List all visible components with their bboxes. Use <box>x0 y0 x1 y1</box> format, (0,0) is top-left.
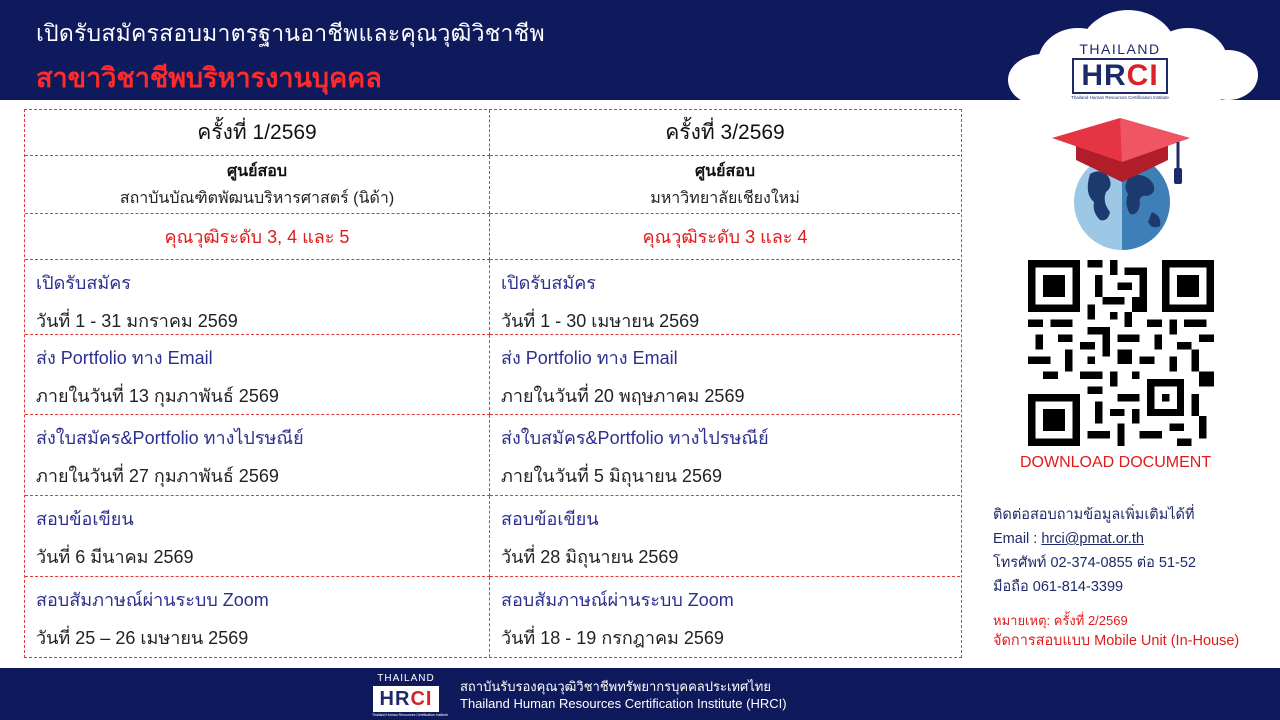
round-title: ครั้งที่ 1/2569 <box>197 121 317 144</box>
footer-logo-word: THAILAND <box>377 673 435 684</box>
step-title: สอบสัมภาษณ์ผ่านระบบ Zoom <box>36 590 269 610</box>
round-title: ครั้งที่ 3/2569 <box>665 121 785 144</box>
exam-center-cell <box>25 156 490 214</box>
step-date: วันที่ 1 - 31 มกราคม 2569 <box>36 311 238 331</box>
footer-logo-mark <box>373 686 439 712</box>
round-title-cell <box>490 110 960 156</box>
step-title: ส่งใบสมัคร&Portfolio ทางไปรษณีย์ <box>501 428 769 448</box>
schedule-step <box>25 415 490 496</box>
contact-email-row <box>993 527 1196 551</box>
step-date: ภายในวันที่ 27 กุมภาพันธ์ 2569 <box>36 466 279 486</box>
schedule-step <box>25 260 490 335</box>
footer-institute-th: สถาบันรับรองคุณวุฒิวิชาชีพทรัพยากรบุคคลประเทศไทย <box>460 679 771 694</box>
exam-center-label: ศูนย์สอบ <box>227 162 287 180</box>
footer-institute-en: Thailand Human Resources Certification Institute (HRCI) <box>460 696 787 711</box>
exam-center-label: ศูนย์สอบ <box>695 162 755 180</box>
logo-mark-ci: CI <box>1126 59 1159 92</box>
contact-mobile: มือถือ 061-814-3399 <box>993 579 1124 595</box>
step-date: ภายในวันที่ 20 พฤษภาคม 2569 <box>501 386 745 406</box>
step-title: สอบข้อเขียน <box>36 509 134 529</box>
round-title-cell <box>25 110 490 156</box>
step-date: วันที่ 18 - 19 กรกฎาคม 2569 <box>501 628 724 648</box>
footer-logo-mark-ci: CI <box>410 688 433 710</box>
exam-center-cell <box>490 156 960 214</box>
step-date: วันที่ 28 มิถุนายน 2569 <box>501 547 679 567</box>
step-title: ส่งใบสมัคร&Portfolio ทางไปรษณีย์ <box>36 428 304 448</box>
step-date: ภายในวันที่ 13 กุมภาพันธ์ 2569 <box>36 386 279 406</box>
schedule-step <box>25 577 490 657</box>
schedule-step <box>490 496 960 577</box>
logo-word: THAILAND <box>1079 41 1161 57</box>
step-date: วันที่ 1 - 30 เมษายน 2569 <box>501 311 700 331</box>
graduation-cap-globe-icon <box>1050 116 1192 250</box>
step-date: วันที่ 6 มีนาคม 2569 <box>36 547 194 567</box>
schedule-table <box>24 109 962 658</box>
step-title: ส่ง Portfolio ทาง Email <box>36 348 213 368</box>
contact-title: ติดต่อสอบถามข้อมูลเพิ่มเติมได้ที่ <box>993 507 1195 523</box>
qualification-level: คุณวุฒิระดับ 3, 4 และ 5 <box>164 227 350 247</box>
step-title: สอบสัมภาษณ์ผ่านระบบ Zoom <box>501 590 734 610</box>
qr-code-icon[interactable] <box>1028 260 1214 446</box>
schedule-step <box>490 415 960 496</box>
qualification-level-cell <box>490 214 960 260</box>
schedule-step <box>490 260 960 335</box>
schedule-step <box>25 496 490 577</box>
email-link[interactable]: hrci@pmat.or.th <box>1041 531 1144 547</box>
logo-mark-hr: HR <box>1081 59 1127 92</box>
footer-logo-mark-hr: HR <box>379 688 411 710</box>
step-title: เปิดรับสมัคร <box>36 273 131 293</box>
step-title: สอบข้อเขียน <box>501 509 599 529</box>
note <box>993 611 1239 651</box>
footer-hrci-logo <box>372 673 449 717</box>
step-title: เปิดรับสมัคร <box>501 273 596 293</box>
contact-phone: โทรศัพท์ 02-374-0855 ต่อ 51-52 <box>993 555 1196 571</box>
step-title: ส่ง Portfolio ทาง Email <box>501 348 678 368</box>
qualification-level: คุณวุฒิระดับ 3 และ 4 <box>642 227 808 247</box>
step-date: ภายในวันที่ 5 มิถุนายน 2569 <box>501 466 722 486</box>
exam-center-name: สถาบันบัณฑิตพัฒนบริหารศาสตร์ (นิด้า) <box>119 189 395 207</box>
schedule-step <box>490 335 960 415</box>
hrci-logo <box>1068 42 1172 100</box>
logo-tagline: Thailand Human Resources Certification Institute <box>1071 95 1169 100</box>
contact-info <box>993 503 1196 599</box>
footer-logo-tagline: Thailand Human Resources Certification Institute <box>372 713 449 717</box>
logo-mark <box>1072 58 1168 94</box>
download-document-link[interactable]: DOWNLOAD DOCUMENT <box>1020 454 1212 471</box>
note-line-2: จัดการสอบแบบ Mobile Unit (In-House) <box>993 633 1240 649</box>
qualification-level-cell <box>25 214 490 260</box>
page-subtitle: สาขาวิชาชีพบริหารงานบุคคล <box>36 63 382 93</box>
note-line-1: หมายเหตุ: ครั้งที่ 2/2569 <box>993 613 1128 628</box>
page-title: เปิดรับสมัครสอบมาตรฐานอาชีพและคุณวุฒิวิชาชีพ <box>36 20 545 46</box>
step-date: วันที่ 25 – 26 เมษายน 2569 <box>36 628 249 648</box>
schedule-step <box>490 577 960 657</box>
schedule-step <box>25 335 490 415</box>
exam-center-name: มหาวิทยาลัยเชียงใหม่ <box>650 189 800 207</box>
email-label: Email : <box>993 531 1042 547</box>
